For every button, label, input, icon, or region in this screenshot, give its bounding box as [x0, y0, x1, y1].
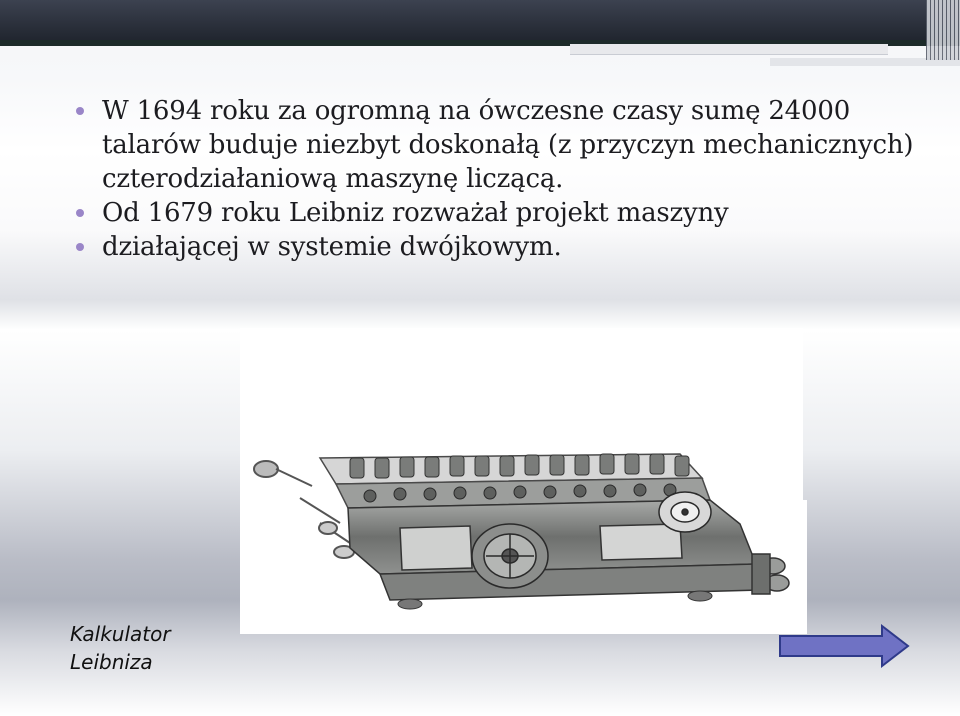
- bullet-icon: [76, 107, 84, 115]
- bullet-text: działającej w systemie dwójkowym.: [102, 232, 562, 262]
- slide-header-bar: [0, 0, 960, 44]
- leibniz-calculator-photo: [240, 328, 803, 634]
- photo-edge: [803, 500, 807, 634]
- image-caption: [70, 620, 230, 676]
- caption-line-2: Leibniza: [70, 650, 153, 674]
- header-decor-lines: [926, 0, 960, 60]
- header-decor-strip: [570, 44, 888, 55]
- bullet-text: Od 1679 roku Leibniz rozważał projekt maszyny: [102, 198, 729, 228]
- bullet-icon: [76, 243, 84, 251]
- bullet-icon: [76, 209, 84, 217]
- bullet-text: W 1694 roku za ogromną na ówczesne czasy sumę 24000 talarów buduje niezbyt doskonałą (z przyczyn mechanicznych) czterodziałaniową maszynę liczącą.: [102, 96, 914, 194]
- right-arrow-icon: [778, 624, 910, 668]
- bullet-item: [72, 196, 932, 230]
- bullet-item: [72, 94, 932, 196]
- caption-line-1: Kalkulator: [70, 622, 171, 646]
- calculator-drawing-icon: [240, 328, 803, 634]
- bullet-item: [72, 230, 932, 264]
- bullet-list: [72, 94, 932, 264]
- next-slide-button[interactable]: [778, 624, 910, 668]
